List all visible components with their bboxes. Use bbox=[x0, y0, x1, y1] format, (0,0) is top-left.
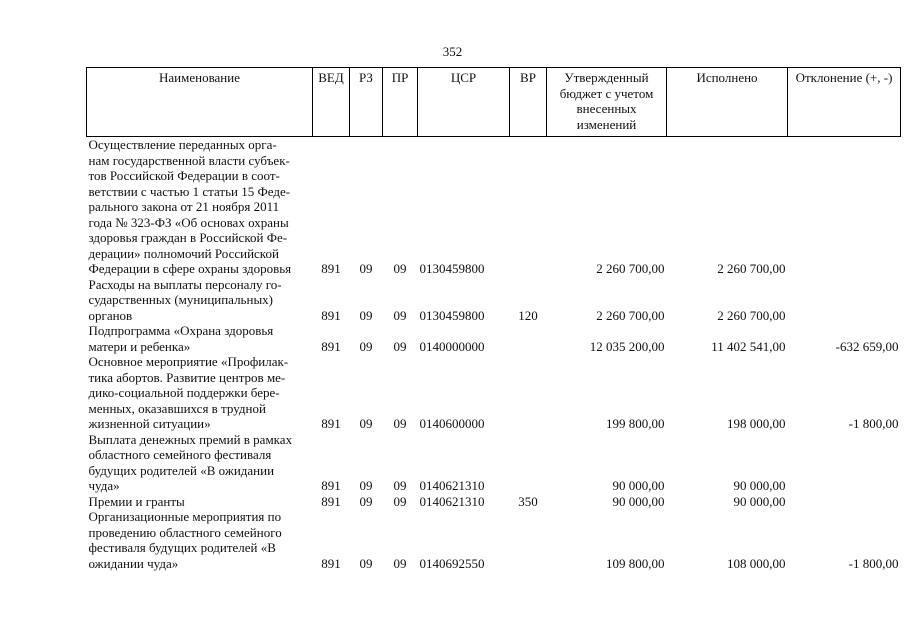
row-name-line: дерации» полномочий Российской bbox=[88, 245, 279, 261]
cell-budget: 12 035 200,00 bbox=[589, 338, 665, 354]
row-name-line: чуда» bbox=[88, 478, 120, 493]
cell-rz: 09 bbox=[359, 307, 373, 323]
cell-done: 108 000,00 bbox=[727, 555, 786, 571]
header-deviation: Отклонение (+, -) bbox=[788, 68, 901, 137]
cell-pr: 09 bbox=[393, 555, 407, 571]
cell-done: 2 260 700,00 bbox=[717, 307, 786, 323]
cell-deviation bbox=[788, 432, 901, 494]
cell-deviation bbox=[788, 277, 901, 324]
table-row bbox=[87, 277, 901, 324]
table-row bbox=[87, 354, 901, 432]
header-ved: ВЕД bbox=[313, 68, 350, 137]
cell-ved: 891 bbox=[321, 261, 341, 276]
cell-pr: 09 bbox=[393, 338, 407, 354]
cell-ved: 891 bbox=[321, 307, 341, 323]
table-row bbox=[87, 494, 901, 510]
row-name-line: Основное мероприятие «Профилак- bbox=[88, 354, 289, 369]
cell-done: 11 402 541,00 bbox=[711, 338, 786, 354]
cell-budget: 90 000,00 bbox=[612, 478, 665, 493]
cell-csr: 0130459800 bbox=[419, 261, 485, 276]
cell-vr bbox=[510, 509, 547, 571]
header-pr: ПР bbox=[383, 68, 418, 137]
cell-done: 90 000,00 bbox=[733, 478, 786, 493]
cell-vr bbox=[510, 323, 547, 354]
row-name bbox=[87, 137, 313, 277]
row-name bbox=[87, 509, 313, 571]
row-name-line: нам государственной власти субъек- bbox=[88, 152, 290, 168]
cell-vr bbox=[510, 137, 547, 277]
cell-ved: 891 bbox=[321, 555, 341, 571]
row-name-line: тов Российской Федерации в соот- bbox=[88, 168, 280, 183]
header-csr: ЦСР bbox=[418, 68, 510, 137]
cell-csr: 0140692550 bbox=[419, 555, 485, 571]
row-name-line: Осуществление переданных орга- bbox=[88, 137, 277, 152]
row-name-line: Премии и гранты bbox=[88, 493, 185, 509]
table-row bbox=[87, 509, 901, 571]
header-rz: РЗ bbox=[350, 68, 383, 137]
row-name-line: ветствии с частью 1 статьи 15 Феде- bbox=[88, 183, 291, 199]
table-row bbox=[87, 432, 901, 494]
cell-rz: 09 bbox=[359, 416, 373, 431]
row-name-line: ожидании чуда» bbox=[88, 555, 179, 571]
cell-csr: 0140000000 bbox=[419, 338, 485, 354]
table-header-row bbox=[87, 68, 901, 137]
table-row bbox=[87, 323, 901, 354]
cell-budget: 2 260 700,00 bbox=[596, 261, 665, 276]
header-vr: ВР bbox=[510, 68, 547, 137]
cell-vr: 350 bbox=[518, 493, 538, 509]
row-name bbox=[87, 354, 313, 432]
cell-csr: 0140600000 bbox=[419, 416, 485, 431]
cell-rz: 09 bbox=[359, 493, 373, 509]
cell-budget: 90 000,00 bbox=[612, 493, 665, 509]
cell-deviation: -1 800,00 bbox=[848, 416, 899, 431]
row-name-line: жизненной ситуации» bbox=[88, 416, 211, 431]
cell-budget: 109 800,00 bbox=[606, 555, 665, 571]
row-name-line: сударственных (муниципальных) bbox=[88, 292, 274, 307]
cell-rz: 09 bbox=[359, 478, 373, 493]
row-name-line: здоровья граждан в Российской Фе- bbox=[88, 230, 288, 245]
page-number: 352 bbox=[442, 44, 463, 59]
budget-table bbox=[86, 67, 901, 571]
row-name-line: органов bbox=[88, 307, 133, 323]
row-name bbox=[87, 277, 313, 324]
row-name-line: года № 323-ФЗ «Об основах охраны bbox=[88, 214, 289, 230]
cell-deviation bbox=[788, 137, 901, 277]
cell-done: 90 000,00 bbox=[733, 493, 786, 509]
cell-pr: 09 bbox=[393, 478, 407, 493]
cell-ved: 891 bbox=[321, 338, 341, 354]
cell-csr: 0140621310 bbox=[419, 478, 485, 493]
cell-csr: 0130459800 bbox=[419, 307, 485, 323]
cell-pr: 09 bbox=[393, 493, 407, 509]
cell-rz: 09 bbox=[359, 555, 373, 571]
cell-done: 2 260 700,00 bbox=[717, 261, 786, 276]
cell-pr: 09 bbox=[393, 416, 407, 431]
cell-budget: 199 800,00 bbox=[606, 416, 665, 431]
cell-rz: 09 bbox=[359, 261, 373, 276]
row-name-line: дико-социальной поддержки бере- bbox=[88, 385, 280, 400]
cell-deviation: -632 659,00 bbox=[835, 338, 899, 354]
row-name-line: Расходы на выплаты персоналу го- bbox=[88, 276, 282, 292]
row-name-line: Выплата денежных премий в рамках bbox=[88, 431, 293, 447]
cell-ved: 891 bbox=[321, 416, 341, 431]
row-name-line: фестиваля будущих родителей «В bbox=[88, 540, 276, 555]
row-name bbox=[87, 432, 313, 494]
cell-csr: 0140621310 bbox=[419, 493, 485, 509]
row-name-line: будущих родителей «В ожидании bbox=[88, 462, 275, 478]
row-name-line: Организационные мероприятия по bbox=[88, 509, 282, 524]
header-budget: Утвержденный бюджет с учетом внесенных изменений bbox=[547, 68, 667, 137]
cell-done: 198 000,00 bbox=[727, 416, 786, 431]
row-name-line: рального закона от 21 ноября 2011 bbox=[88, 199, 280, 214]
row-name-line: матери и ребенка» bbox=[88, 338, 191, 354]
cell-vr bbox=[510, 354, 547, 432]
row-name-line: проведению областного семейного bbox=[88, 524, 282, 540]
row-name bbox=[87, 494, 313, 510]
header-done: Исполнено bbox=[667, 68, 788, 137]
row-name-line: тика абортов. Развитие центров ме- bbox=[88, 369, 286, 385]
cell-pr: 09 bbox=[393, 307, 407, 323]
cell-ved: 891 bbox=[321, 478, 341, 493]
row-name-line: менных, оказавшихся в трудной bbox=[88, 400, 266, 416]
row-name-line: Федерации в сфере охраны здоровья bbox=[88, 261, 292, 276]
cell-budget: 2 260 700,00 bbox=[596, 307, 665, 323]
row-name bbox=[87, 323, 313, 354]
cell-ved: 891 bbox=[321, 493, 341, 509]
table-row bbox=[87, 137, 901, 277]
cell-pr: 09 bbox=[393, 261, 407, 276]
row-name-line: областного семейного фестиваля bbox=[88, 447, 272, 462]
cell-vr: 120 bbox=[518, 307, 538, 323]
cell-deviation bbox=[788, 494, 901, 510]
row-name-line: Подпрограмма «Охрана здоровья bbox=[88, 323, 274, 338]
table-body bbox=[87, 137, 901, 572]
cell-vr bbox=[510, 432, 547, 494]
cell-rz: 09 bbox=[359, 338, 373, 354]
header-name: Наименование bbox=[87, 68, 313, 137]
cell-deviation: -1 800,00 bbox=[848, 555, 899, 571]
